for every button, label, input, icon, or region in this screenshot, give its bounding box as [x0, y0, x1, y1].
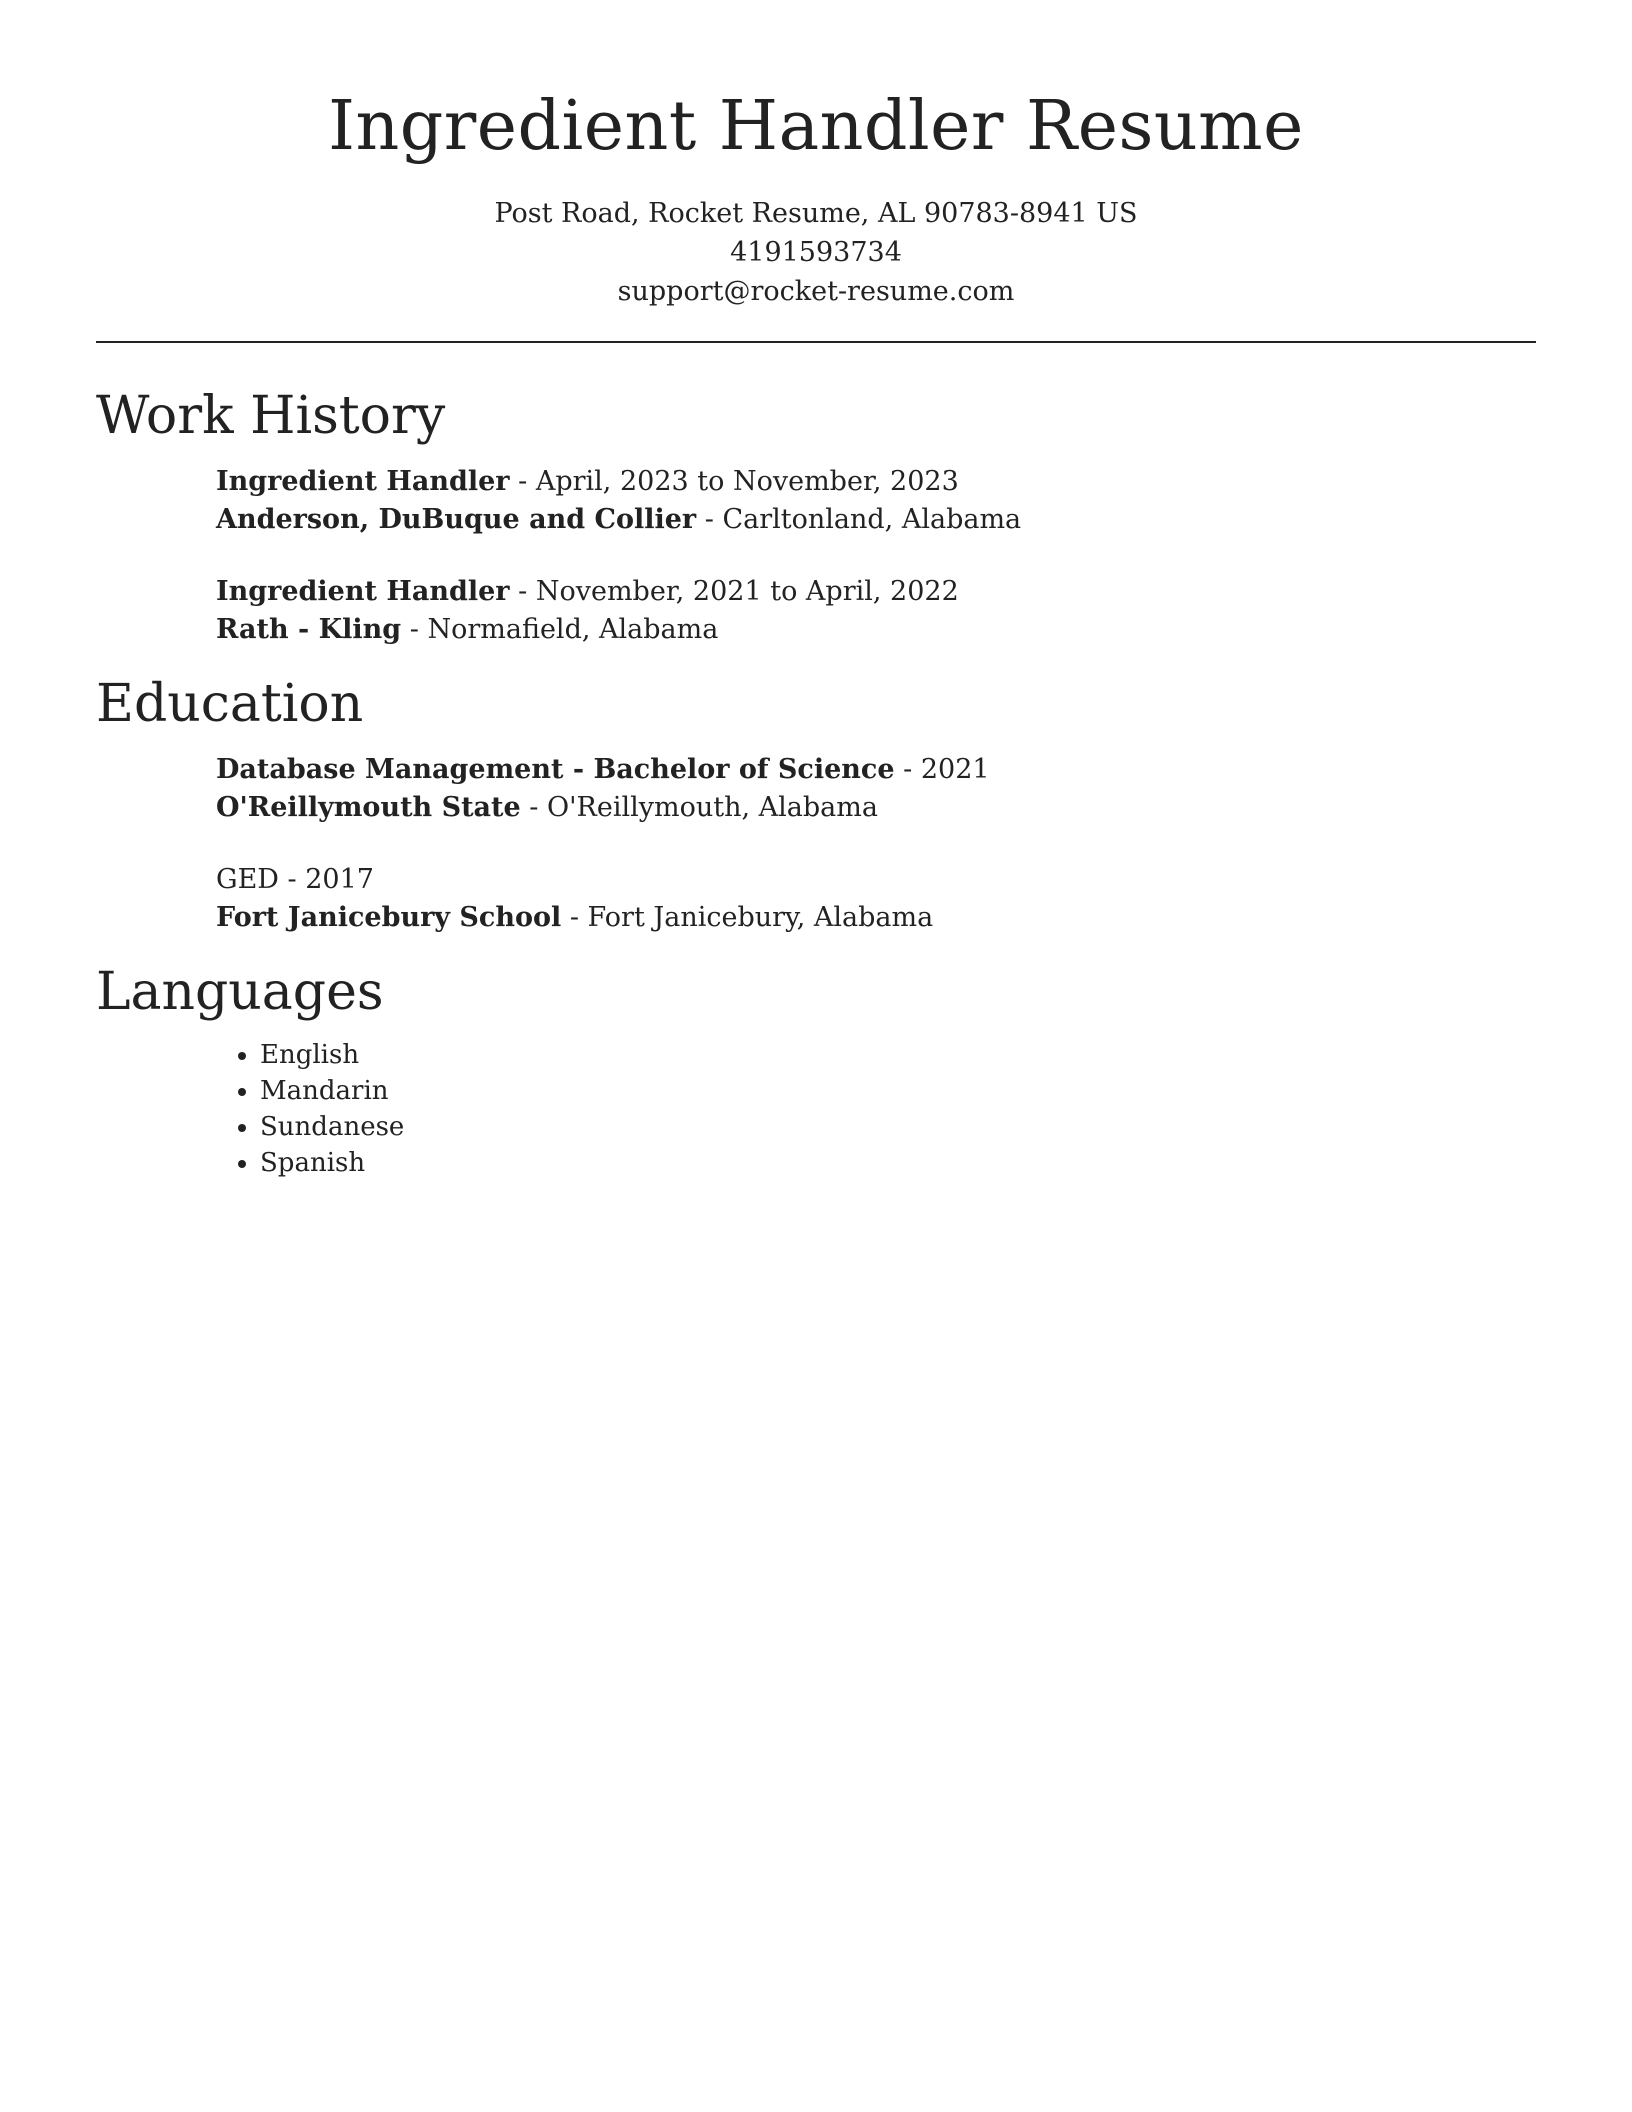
- language-item: • Mandarin: [260, 1073, 1536, 1109]
- work-entry-company-line: [216, 501, 1536, 539]
- work-history-section: [96, 383, 1536, 649]
- separator: -: [509, 576, 536, 607]
- education-school-line: [216, 789, 1536, 827]
- education-school-line: [216, 899, 1536, 937]
- company-name: Anderson, DuBuque and Collier: [216, 504, 697, 535]
- work-entry-company-line: [216, 611, 1536, 649]
- school-name: Fort Janicebury School: [216, 902, 562, 933]
- languages-section: [96, 959, 1536, 1181]
- education-entries: [216, 751, 1536, 937]
- school-location: O'Reillymouth, Alabama: [546, 792, 878, 823]
- separator: -: [520, 792, 547, 823]
- graduation-year: 2021: [920, 754, 990, 785]
- education-degree-line: [216, 861, 1536, 899]
- job-title: Ingredient Handler: [216, 576, 510, 607]
- language-item: • English: [260, 1037, 1536, 1073]
- work-entry-role-line: [216, 463, 1536, 501]
- work-entry: [216, 573, 1536, 649]
- company-location: Carltonland, Alabama: [722, 504, 1022, 535]
- school-location: Fort Janicebury, Alabama: [587, 902, 934, 933]
- page-title: Ingredient Handler Resume: [328, 87, 1304, 166]
- languages-list: [216, 1037, 1536, 1181]
- job-title: Ingredient Handler: [216, 466, 510, 497]
- separator: -: [401, 614, 428, 645]
- work-history-entries: [216, 463, 1536, 649]
- resume-header: [96, 0, 1536, 311]
- education-entry: [216, 751, 1536, 827]
- work-entry-role-line: [216, 573, 1536, 611]
- school-name: O'Reillymouth State: [216, 792, 521, 823]
- graduation-year: 2017: [305, 864, 374, 895]
- resume-page: [96, 0, 1536, 1181]
- education-section: [96, 671, 1536, 937]
- degree: Database Management - Bachelor of Science: [216, 754, 895, 785]
- separator: -: [696, 504, 723, 535]
- employment-dates: April, 2023 to November, 2023: [535, 466, 959, 497]
- contact-info: [96, 194, 1536, 311]
- phone-number: 4191593734: [730, 237, 902, 268]
- language-item: • Spanish: [260, 1145, 1536, 1181]
- separator: -: [509, 466, 536, 497]
- degree: GED: [216, 864, 279, 895]
- address: Post Road, Rocket Resume, AL 90783-8941 US: [494, 198, 1138, 229]
- section-title-education: Education: [96, 674, 364, 734]
- section-title-work-history: Work History: [96, 386, 446, 446]
- employment-dates: November, 2021 to April, 2022: [535, 576, 959, 607]
- separator: -: [894, 754, 921, 785]
- section-title-languages: Languages: [96, 962, 384, 1022]
- company-name: Rath - Kling: [216, 614, 402, 645]
- work-entry: [216, 463, 1536, 539]
- education-entry: [216, 861, 1536, 937]
- language-item: • Sundanese: [260, 1109, 1536, 1145]
- header-divider: [96, 341, 1536, 343]
- separator: -: [561, 902, 588, 933]
- separator: -: [278, 864, 306, 895]
- email-address: support@rocket-resume.com: [617, 276, 1015, 307]
- company-location: Normafield, Alabama: [427, 614, 719, 645]
- education-degree-line: [216, 751, 1536, 789]
